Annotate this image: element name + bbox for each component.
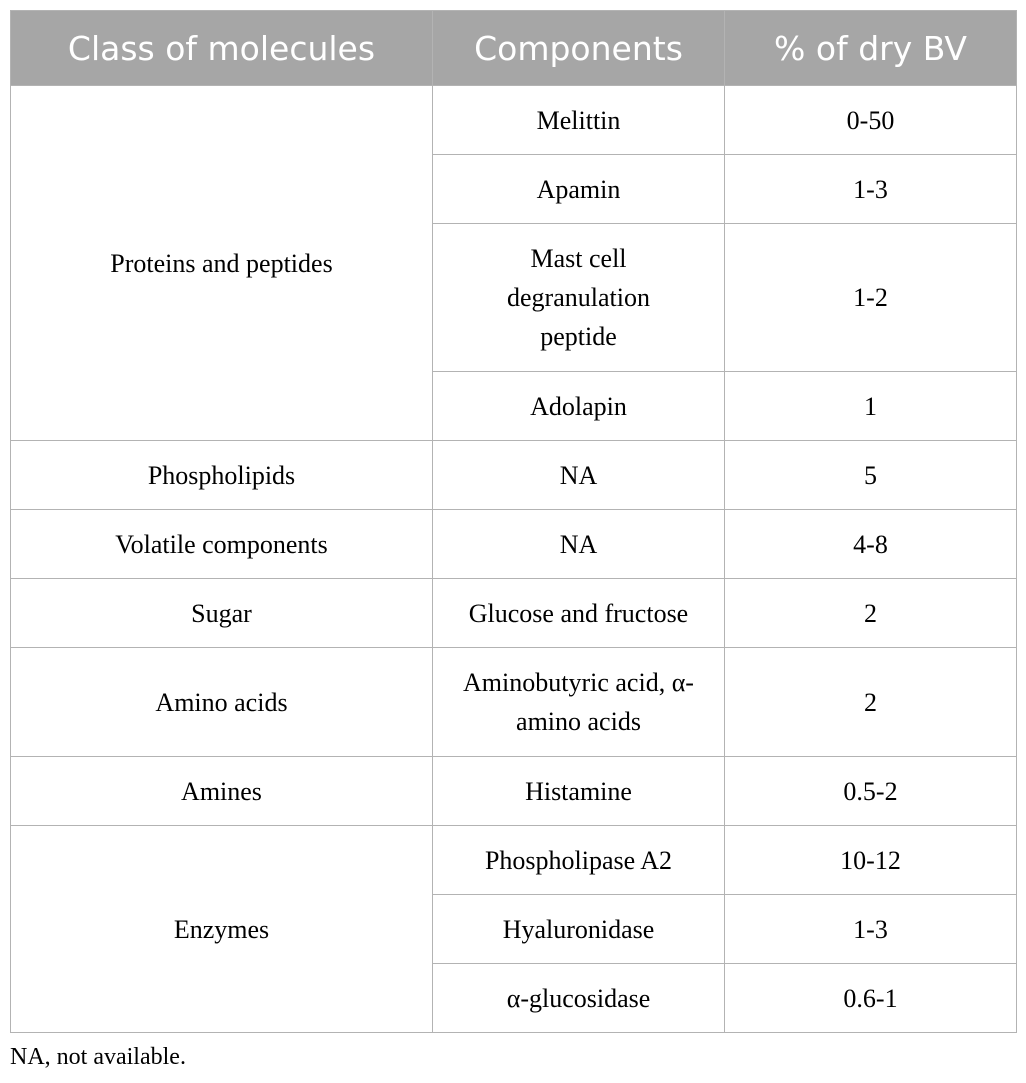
header-class: Class of molecules bbox=[11, 11, 433, 86]
class-cell: Sugar bbox=[11, 579, 433, 648]
percent-cell: 5 bbox=[725, 441, 1017, 510]
percent-cell: 10-12 bbox=[725, 826, 1017, 895]
table-footnote: NA, not available. bbox=[10, 1044, 186, 1070]
table-row bbox=[11, 579, 1017, 648]
percent-cell: 0-50 bbox=[725, 86, 1017, 155]
table-row bbox=[11, 648, 1017, 757]
header-row bbox=[11, 11, 1017, 86]
component-cell: α-glucosidase bbox=[433, 964, 725, 1033]
class-cell: Enzymes bbox=[11, 826, 433, 1033]
component-cell: Adolapin bbox=[433, 372, 725, 441]
table-row bbox=[11, 826, 1017, 895]
class-cell: Amines bbox=[11, 757, 433, 826]
composition-table bbox=[10, 10, 1017, 1033]
percent-cell: 2 bbox=[725, 648, 1017, 757]
component-cell: Phospholipase A2 bbox=[433, 826, 725, 895]
percent-cell: 1-2 bbox=[725, 224, 1017, 372]
percent-cell: 2 bbox=[725, 579, 1017, 648]
table-row bbox=[11, 757, 1017, 826]
table-row bbox=[11, 510, 1017, 579]
class-cell: Proteins and peptides bbox=[11, 86, 433, 441]
component-cell: Melittin bbox=[433, 86, 725, 155]
class-cell: Volatile components bbox=[11, 510, 433, 579]
table-row bbox=[11, 441, 1017, 510]
component-cell: Glucose and fructose bbox=[433, 579, 725, 648]
percent-cell: 1-3 bbox=[725, 895, 1017, 964]
component-cell: Mast cell degranulation peptide bbox=[433, 224, 725, 372]
component-cell: Aminobutyric acid, α-amino acids bbox=[433, 648, 725, 757]
component-cell: Histamine bbox=[433, 757, 725, 826]
percent-cell: 4-8 bbox=[725, 510, 1017, 579]
class-cell: Phospholipids bbox=[11, 441, 433, 510]
component-cell: Apamin bbox=[433, 155, 725, 224]
percent-cell: 1 bbox=[725, 372, 1017, 441]
class-cell: Amino acids bbox=[11, 648, 433, 757]
percent-cell: 0.5-2 bbox=[725, 757, 1017, 826]
percent-cell: 1-3 bbox=[725, 155, 1017, 224]
header-components: Components bbox=[433, 11, 725, 86]
percent-cell: 0.6-1 bbox=[725, 964, 1017, 1033]
component-cell: NA bbox=[433, 441, 725, 510]
component-cell: Hyaluronidase bbox=[433, 895, 725, 964]
table-row bbox=[11, 86, 1017, 155]
header-percent: % of dry BV bbox=[725, 11, 1017, 86]
composition-table-container bbox=[10, 10, 1016, 1033]
component-cell: NA bbox=[433, 510, 725, 579]
